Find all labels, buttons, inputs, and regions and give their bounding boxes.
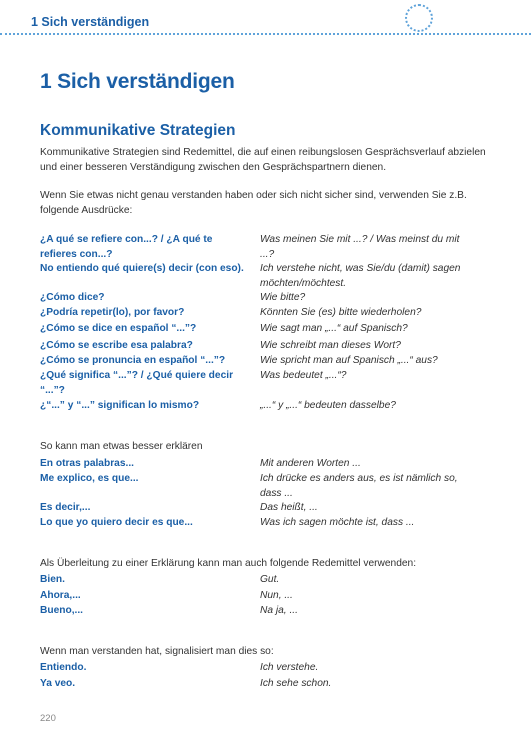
intro-paragraph: Kommunikative Strategien sind Redemittel, die auf einen reibungslosen Gesprächsverlauf abzielen und einer besseren Verständigung zwischen den Gesprächspartnern dienen.: [40, 147, 486, 173]
german-translation: Was meinen Sie mit ...? / Was meinst du mit ...?: [260, 234, 460, 260]
spanish-phrase: ¿Cómo se pronuncia en español “...”?: [40, 355, 226, 366]
spanish-phrase: ¿“...” y “...” significan lo mismo?: [40, 400, 200, 411]
spanish-phrase: ¿A qué se refiere con...? / ¿A qué te refieres con...?: [40, 234, 213, 260]
header-dotted-rule: [0, 33, 531, 35]
german-translation: Was bedeutet „...“?: [260, 370, 347, 381]
german-translation: Ich sehe schon.: [260, 678, 332, 689]
running-header: 1 Sich verständigen: [31, 15, 150, 29]
spanish-phrase: Ahora,...: [40, 590, 81, 601]
explain-lead: So kann man etwas besser erklären: [40, 441, 203, 452]
spanish-phrase: Me explico, es que...: [40, 473, 139, 484]
german-translation: Gut.: [260, 574, 280, 585]
spanish-phrase: Entiendo.: [40, 662, 87, 673]
german-translation: Wie bitte?: [260, 292, 306, 303]
german-translation: Was ich sagen möchte ist, dass ...: [260, 517, 415, 528]
header-ring-ornament: [405, 4, 433, 32]
german-translation: Mit anderen Worten ...: [260, 458, 361, 469]
spanish-phrase: En otras palabras...: [40, 458, 134, 469]
chapter-title: 1 Sich verständigen: [40, 70, 235, 93]
spanish-phrase: ¿Cómo se dice en español “...”?: [40, 323, 197, 334]
german-translation: Das heißt, ...: [260, 502, 318, 513]
german-translation: Wie spricht man auf Spanisch „...“ aus?: [260, 355, 438, 366]
spanish-phrase: ¿Qué significa “...”? / ¿Qué quiere decir “...”?: [40, 370, 234, 396]
german-translation: Wie sagt man „...“ auf Spanisch?: [260, 323, 408, 334]
spanish-phrase: Es decir,...: [40, 502, 91, 513]
spanish-phrase: ¿Cómo se escribe esa palabra?: [40, 340, 193, 351]
german-translation: „...“ y „...“ bedeuten dasselbe?: [260, 400, 396, 411]
german-translation: Könnten Sie (es) bitte wiederholen?: [260, 307, 422, 318]
german-translation: Ich verstehe nicht, was Sie/du (damit) sagen möchten/möchtest.: [260, 263, 461, 289]
german-translation: Ich verstehe.: [260, 662, 319, 673]
spanish-phrase: ¿Cómo dice?: [40, 292, 105, 303]
german-translation: Ich drücke es anders aus, es ist nämlich so, dass ...: [260, 473, 458, 499]
lead-paragraph: Wenn Sie etwas nicht genau verstanden haben oder sich nicht sicher sind, verwenden Sie z.B. folgende Ausdrücke:: [40, 190, 467, 216]
german-translation: Na ja, ...: [260, 605, 298, 616]
spanish-phrase: No entiendo qué quiere(s) decir (con eso).: [40, 263, 244, 274]
spanish-phrase: Bueno,...: [40, 605, 84, 616]
transition-lead: Als Überleitung zu einer Erklärung kann man auch folgende Redemittel verwenden:: [40, 558, 417, 569]
german-translation: Nun, ...: [260, 590, 293, 601]
spanish-phrase: Ya veo.: [40, 678, 76, 689]
page-number: 220: [40, 713, 56, 724]
section-title: Kommunikative Strategien: [40, 122, 236, 139]
understood-lead: Wenn man verstanden hat, signalisiert man dies so:: [40, 646, 274, 657]
spanish-phrase: ¿Podría repetir(lo), por favor?: [40, 307, 185, 318]
german-translation: Wie schreibt man dieses Wort?: [260, 340, 401, 351]
spanish-phrase: Bien.: [40, 574, 65, 585]
spanish-phrase: Lo que yo quiero decir es que...: [40, 517, 193, 528]
